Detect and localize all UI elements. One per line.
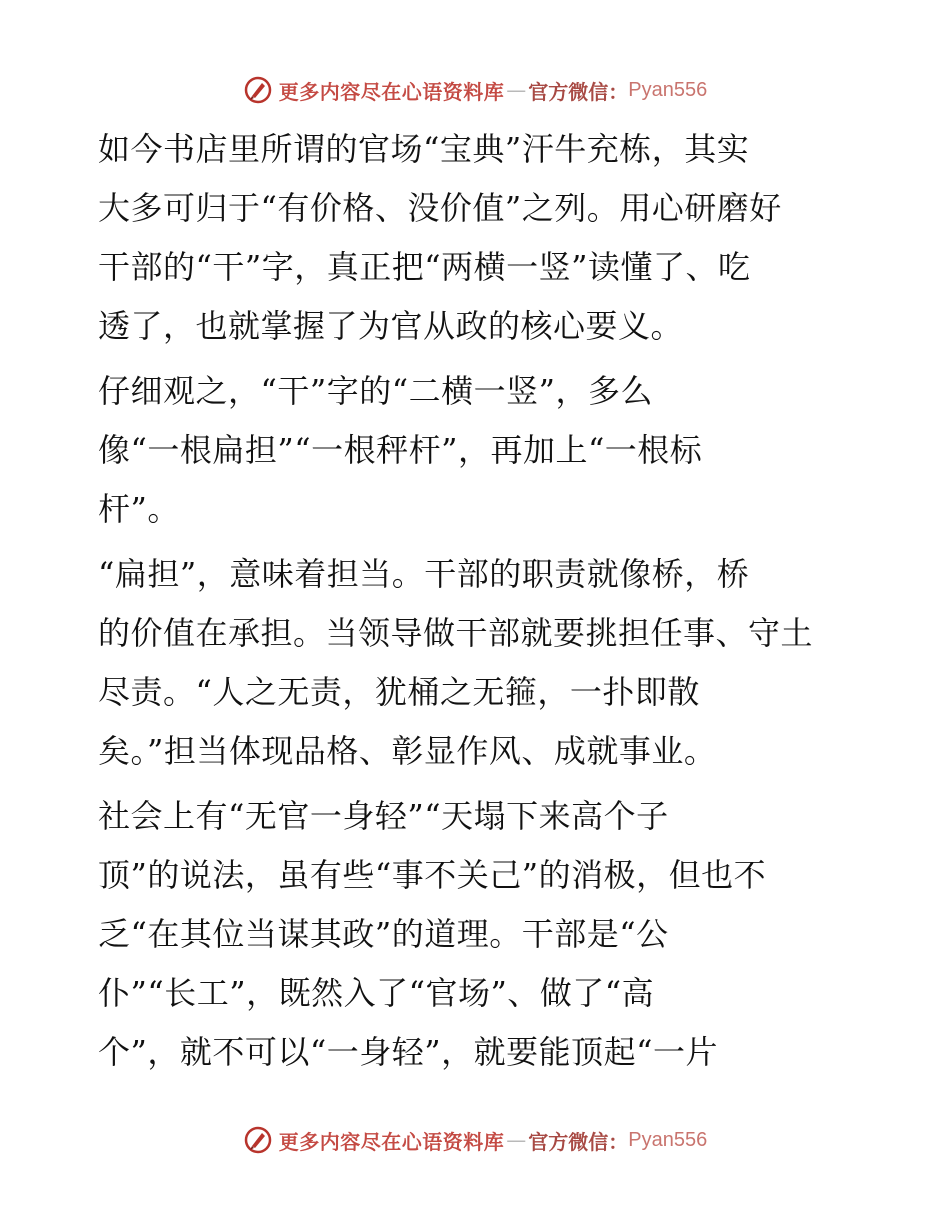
footer-wechat-id: Pyan556 <box>628 1128 708 1151</box>
text-line: 像“一根扁担”“一根秤杆”，再加上“一根标 <box>98 431 703 469</box>
text-line: 干部的“干”字，真正把“两横一竖”读懂了、吃 <box>98 248 751 286</box>
text-line: 透了，也就掌握了为官从政的核心要义。 <box>98 307 684 345</box>
pen-nib-logo-icon <box>243 1125 273 1155</box>
text-line: 矣。”担当体现品格、彰显作风、成就事业。 <box>98 732 717 770</box>
text-line: 乏“在其位当谋其政”的道理。干部是“公 <box>98 915 669 953</box>
paragraph-3 <box>98 545 858 781</box>
text-line: 个”，就不可以“一身轻”，就要能顶起“一片 <box>98 1033 718 1071</box>
paragraph-2 <box>98 362 858 539</box>
text-line: 如今书店里所谓的官场“宝典”汗牛充栋，其实 <box>98 130 750 168</box>
footer-wechat-label: 官方微信： <box>528 1129 629 1154</box>
text-line: 尽责。“人之无责，犹桶之无箍，一扑即散 <box>98 673 700 711</box>
text-line: 顶”的说法，虽有些“事不关己”的消极，但也不 <box>98 856 767 894</box>
document-body <box>98 120 858 1088</box>
header-wechat-label: 官方微信： <box>528 79 629 104</box>
footer-separator: — <box>506 1128 527 1152</box>
text-line: 社会上有“无官一身轻”“天塌下来高个子 <box>98 797 669 835</box>
text-line: 的价值在承担。当领导做干部就要挑担任事、守土 <box>98 614 814 652</box>
header-separator: — <box>506 78 527 102</box>
header-site-text: 更多内容尽在心语资料库 <box>278 79 505 104</box>
text-line: 仔细观之，“干”字的“二横一竖”，多么 <box>98 372 653 410</box>
paragraph-1 <box>98 120 858 356</box>
text-line: 大多可归于“有价格、没价值”之列。用心研磨好 <box>98 189 782 227</box>
paragraph-4 <box>98 787 858 1082</box>
text-line: 仆”“长工”，既然入了“官场”、做了“高 <box>98 974 655 1012</box>
text-line: 杆”。 <box>98 490 180 528</box>
footer-banner <box>0 1120 950 1160</box>
pen-nib-logo-icon <box>243 75 273 105</box>
footer-site-text: 更多内容尽在心语资料库 <box>278 1129 505 1154</box>
header-banner <box>0 70 950 110</box>
header-wechat-id: Pyan556 <box>628 78 708 101</box>
text-line: “扁担”，意味着担当。干部的职责就像桥，桥 <box>98 555 750 593</box>
